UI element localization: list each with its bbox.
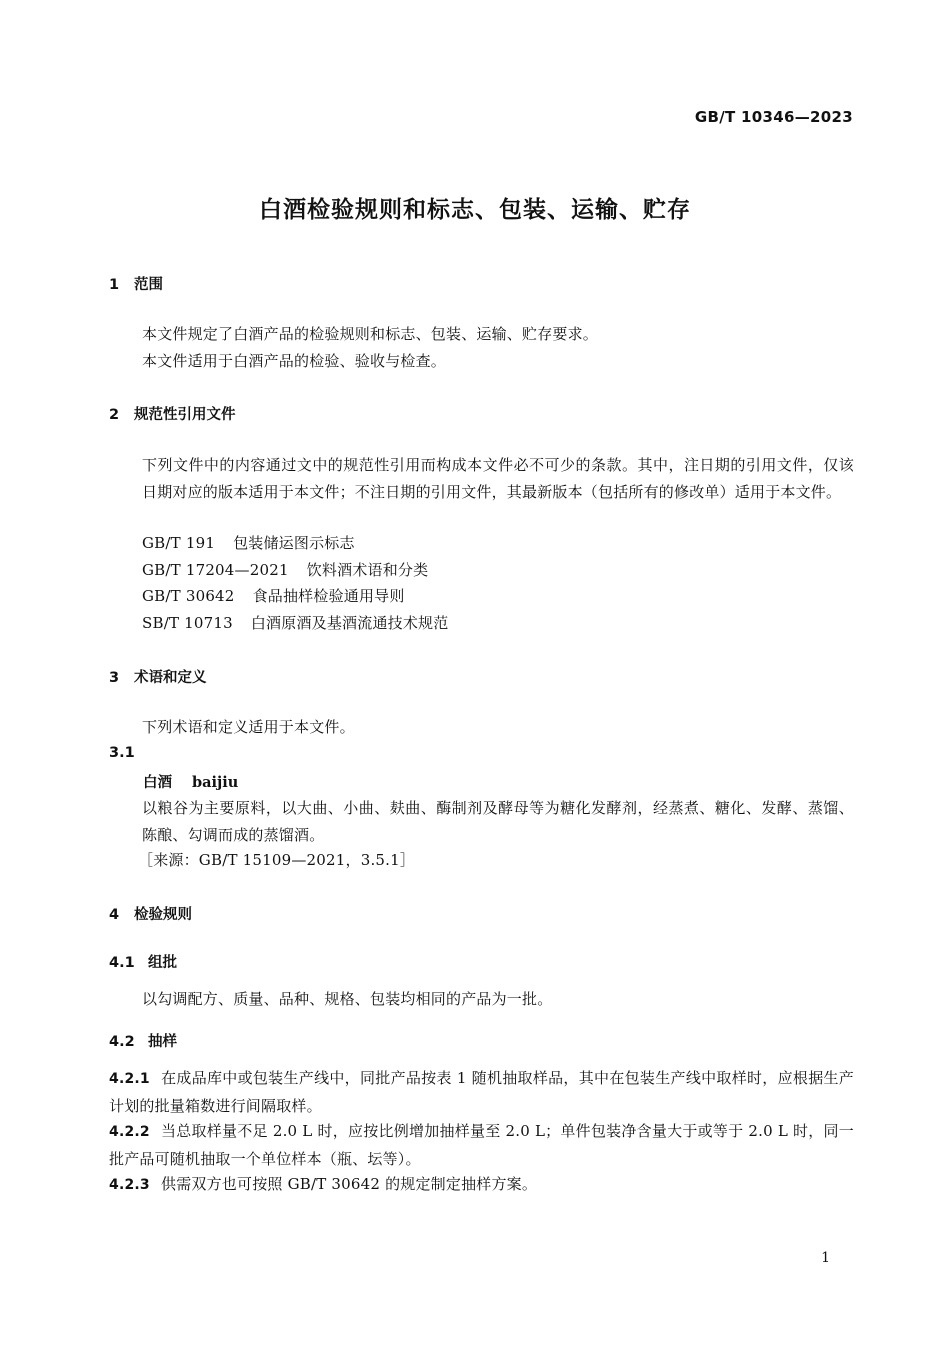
term-name [143, 771, 238, 792]
section-title: 范围 [134, 277, 163, 293]
reference-code: GB/T 191 [142, 534, 216, 552]
reference-title: 饮料酒术语和分类 [306, 561, 429, 579]
reference-title: 食品抽样检验通用导则 [252, 587, 405, 605]
reference-item [142, 557, 428, 584]
clause-4-2-2 [109, 1118, 854, 1172]
paragraph: 下列文件中的内容通过文中的规范性引用而构成本文件必不可少的条款。其中，注日期的引用文件，仅该日期对应的版本适用于本文件；不注日期的引用文件，其最新版本（包括所有的修改单）适用于本文件。 [142, 456, 854, 501]
section-title: 检验规则 [134, 907, 192, 923]
reference-item [142, 583, 405, 610]
paragraph: 本文件规定了白酒产品的检验规则和标志、包装、运输、贮存要求。 [142, 325, 599, 343]
standard-id: GB/T 10346—2023 [694, 108, 853, 126]
term-name-zh: 白酒 [143, 775, 172, 791]
reference-title: 白酒原酒及基酒流通技术规范 [250, 614, 449, 632]
subsection-title: 组批 [148, 955, 177, 971]
subsection-number: 4.2 [109, 1034, 135, 1050]
section-2-heading [109, 403, 236, 424]
document-title: 白酒检验规则和标志、包装、运输、贮存 [259, 197, 691, 223]
clause-number: 4.2.3 [109, 1177, 150, 1193]
section-3-heading [109, 666, 207, 687]
section-number: 4 [109, 907, 120, 923]
term-name-en: baijiu [192, 774, 239, 791]
term-source: ［来源：GB/T 15109—2021，3.5.1］ [138, 851, 416, 869]
subsection-4-1-heading [109, 951, 177, 972]
reference-code: GB/T 30642 [142, 587, 235, 605]
term-number: 3.1 [109, 745, 135, 761]
section-number: 1 [109, 277, 120, 293]
section-title: 规范性引用文件 [134, 407, 236, 423]
reference-code: SB/T 10713 [142, 614, 233, 632]
clause-4-2-3 [109, 1171, 854, 1199]
clause-text: 在成品库中或包装生产线中，同批产品按表 1 随机抽取样品，其中在包装生产线中取样时，应根据生产计划的批量箱数进行间隔取样。 [109, 1069, 854, 1115]
section-4-heading [109, 903, 192, 924]
clause-4-2-1 [109, 1065, 854, 1119]
normative-references-intro [109, 452, 854, 505]
clause-number: 4.2.2 [109, 1124, 150, 1140]
reference-title: 包装储运图示标志 [233, 534, 355, 552]
clause-number: 4.2.1 [109, 1071, 150, 1087]
paragraph: 本文件适用于白酒产品的检验、验收与检查。 [142, 352, 447, 370]
reference-item [142, 530, 355, 557]
clause-text: 供需双方也可按照 GB/T 30642 的规定制定抽样方案。 [161, 1175, 538, 1193]
page-number: 1 [821, 1250, 830, 1266]
paragraph: 以勾调配方、质量、品种、规格、包装均相同的产品为一批。 [142, 990, 553, 1008]
section-title: 术语和定义 [134, 670, 207, 686]
section-number: 2 [109, 407, 120, 423]
section-number: 3 [109, 670, 120, 686]
subsection-number: 4.1 [109, 955, 135, 971]
subsection-4-2-heading [109, 1030, 177, 1051]
paragraph: 下列术语和定义适用于本文件。 [142, 718, 355, 736]
clause-text: 当总取样量不足 2.0 L 时，应按比例增加抽样量至 2.0 L；单件包装净含量大于或等于 2.0 L 时，同一批产品可随机抽取一个单位样本（瓶、坛等）。 [109, 1122, 854, 1168]
paragraph: 以粮谷为主要原料，以大曲、小曲、麸曲、酶制剂及酵母等为糖化发酵剂，经蒸煮、糖化、发酵、蒸馏、陈酿、勾调而成的蒸馏酒。 [142, 799, 854, 844]
term-definition [109, 795, 854, 848]
reference-code: GB/T 17204—2021 [142, 561, 289, 579]
section-1-heading [109, 273, 163, 294]
subsection-title: 抽样 [148, 1034, 177, 1050]
reference-item [142, 610, 448, 637]
